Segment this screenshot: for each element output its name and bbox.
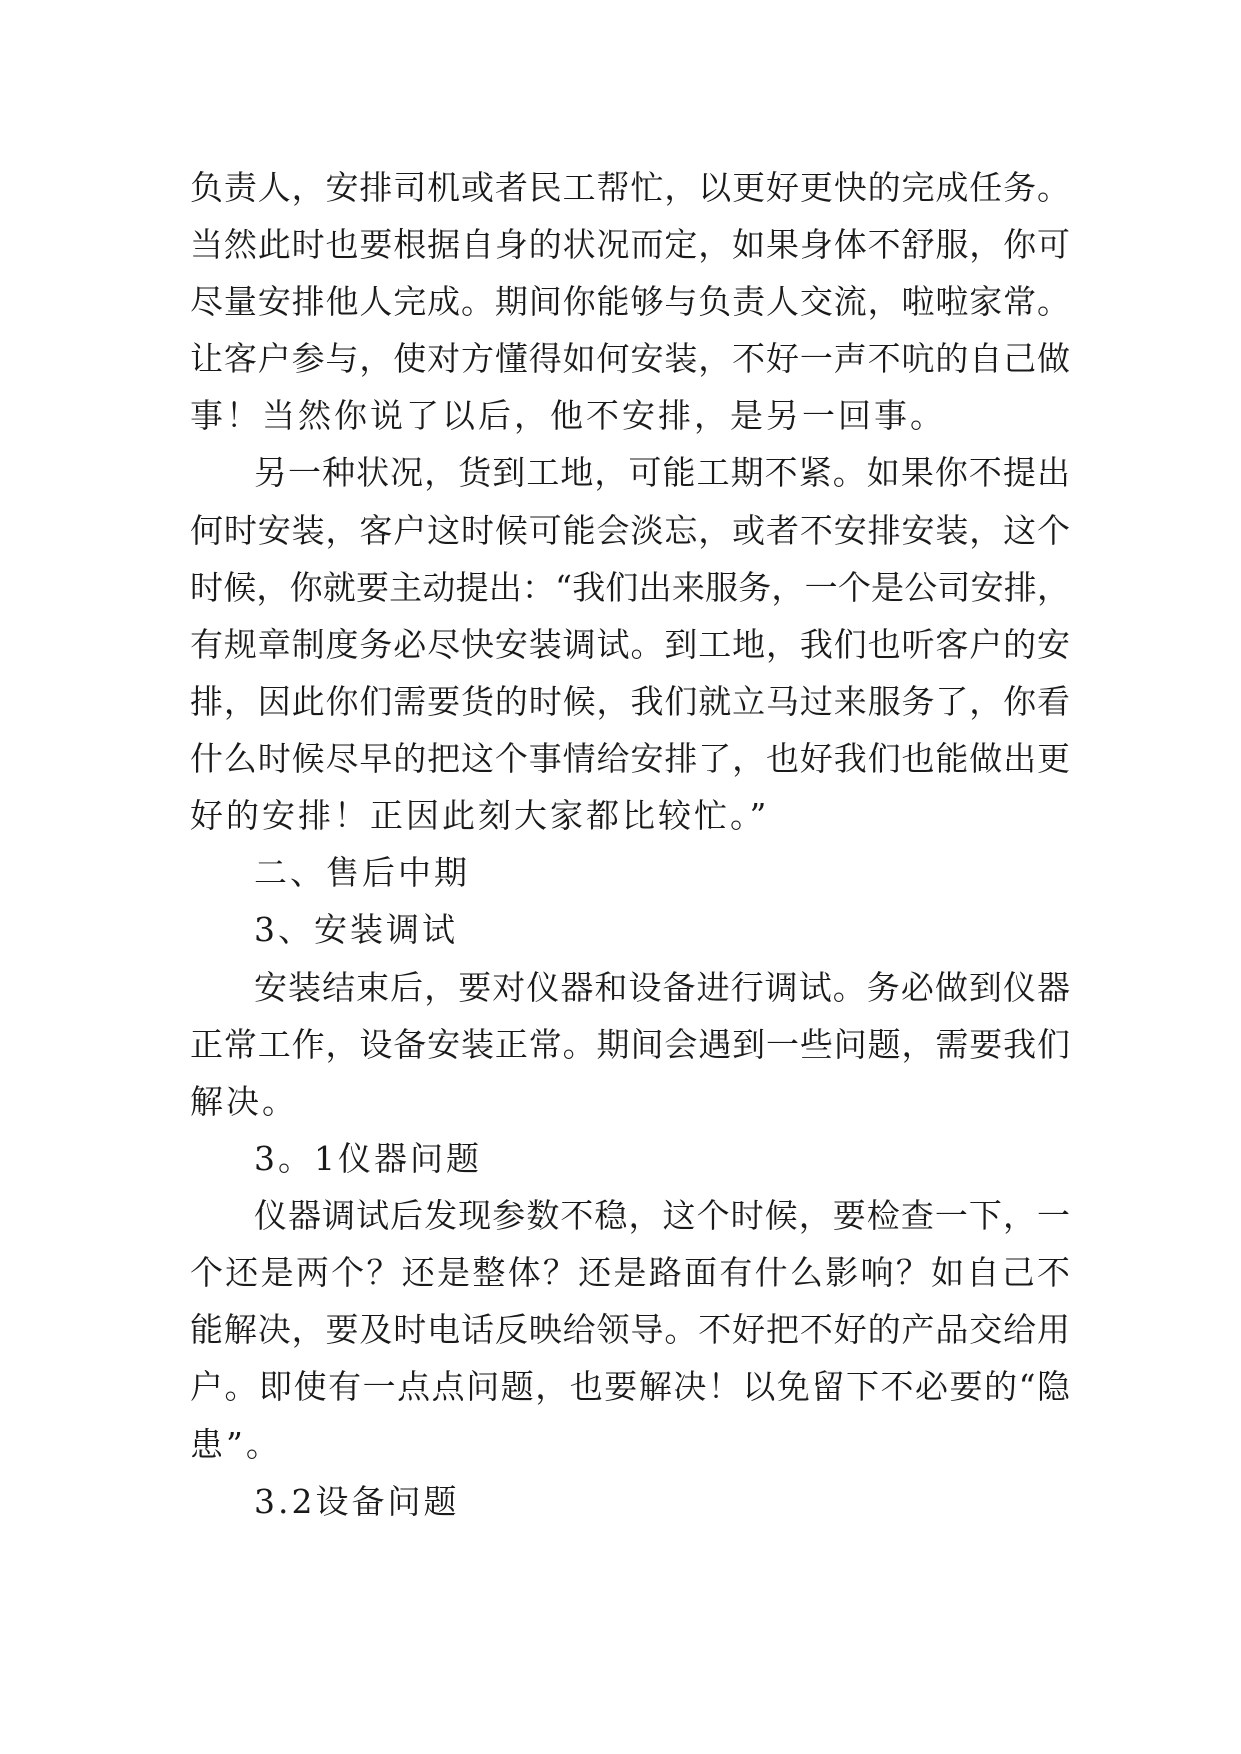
subsection-heading: 3。1仪器问题 — [254, 1139, 482, 1178]
paragraph-line: 好的安排！正因此刻大家都比较忙。” — [190, 796, 770, 835]
paragraph-line: 个还是两个？还是整体？还是路面有什么影响？如自己不 — [190, 1253, 1070, 1292]
subsection-heading: 3、安装调试 — [254, 910, 458, 949]
paragraph-line: 仪器调试后发现参数不稳，这个时候，要检查一下，一 — [254, 1196, 1070, 1235]
paragraph-line: 有规章制度务必尽快安装调试。到工地，我们也听客户的安 — [190, 625, 1070, 664]
paragraph-line: 尽量安排他人完成。期间你能够与负责人交流，啦啦家常。 — [190, 282, 1070, 321]
paragraph-line: 排，因此你们需要货的时候，我们就立马过来服务了，你看 — [190, 682, 1070, 721]
paragraph-line: 当然此时也要根据自身的状况而定，如果身体不舒服，你可 — [190, 225, 1070, 264]
paragraph-line: 事！当然你说了以后，他不安排，是另一回事。 — [190, 396, 946, 435]
paragraph-line: 何时安装，客户这时候可能会淡忘，或者不安排安装，这个 — [190, 511, 1070, 550]
paragraph-line: 患”。 — [190, 1425, 282, 1464]
paragraph-line: 正常工作，设备安装正常。期间会遇到一些问题，需要我们 — [190, 1025, 1070, 1064]
paragraph-line: 解决。 — [190, 1082, 298, 1121]
paragraph-line: 能解决，要及时电话反映给领导。不好把不好的产品交给用 — [190, 1310, 1070, 1349]
paragraph-line: 负责人，安排司机或者民工帮忙，以更好更快的完成任务。 — [190, 168, 1070, 207]
paragraph-line: 时候，你就要主动提出：“我们出来服务，一个是公司安排， — [190, 568, 1070, 607]
paragraph-line: 安装结束后，要对仪器和设备进行调试。务必做到仪器 — [254, 968, 1070, 1007]
paragraph-line: 户。即使有一点点问题，也要解决！以免留下不必要的“隐 — [190, 1367, 1070, 1406]
paragraph-line: 让客户参与，使对方懂得如何安装，不好一声不吭的自己做 — [190, 339, 1070, 378]
paragraph-line: 什么时候尽早的把这个事情给安排了，也好我们也能做出更 — [190, 739, 1070, 778]
paragraph-line: 另一种状况，货到工地，可能工期不紧。如果你不提出 — [254, 453, 1070, 492]
section-heading: 二、售后中期 — [254, 853, 470, 892]
subsection-heading: 3.2设备问题 — [254, 1482, 460, 1521]
